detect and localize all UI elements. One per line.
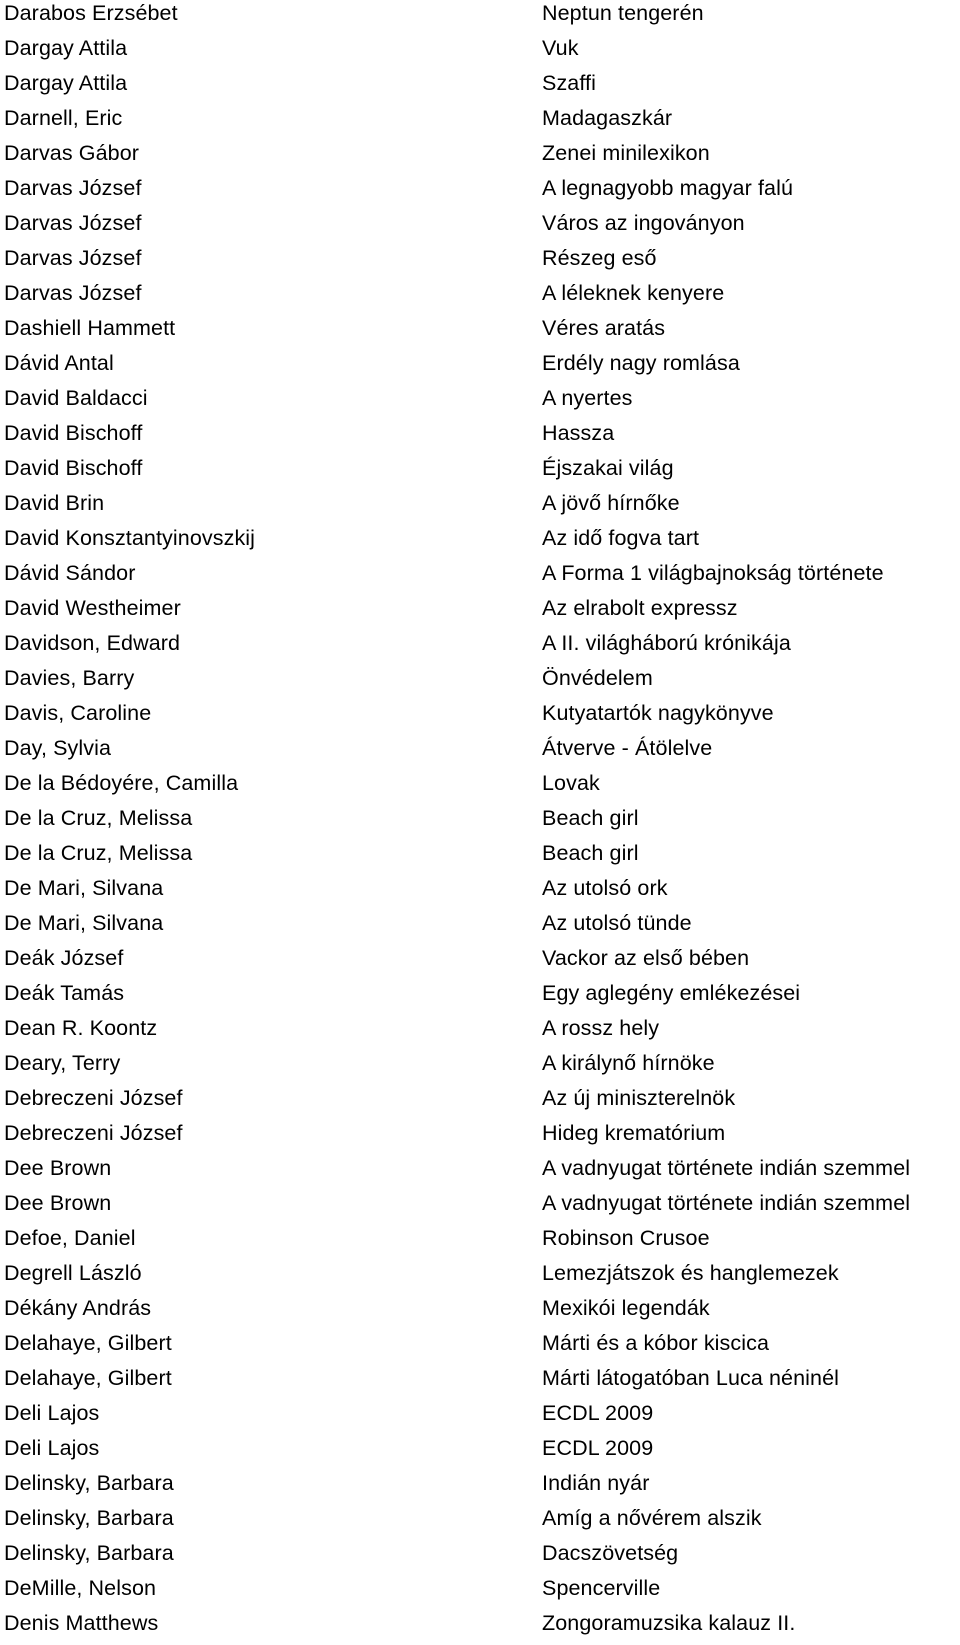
title-cell: A Forma 1 világbajnokság története <box>542 561 884 585</box>
author-cell: Debreczeni József <box>4 1086 183 1110</box>
title-cell: Zenei minilexikon <box>542 141 710 165</box>
list-row <box>0 210 960 245</box>
title-cell: A vadnyugat története indián szemmel <box>542 1191 911 1215</box>
list-row <box>0 245 960 280</box>
list-row <box>0 1435 960 1470</box>
list-row <box>0 70 960 105</box>
author-cell: Davidson, Edward <box>4 631 181 655</box>
title-cell: Város az ingoványon <box>542 211 745 235</box>
author-cell: Degrell László <box>4 1261 142 1285</box>
list-row <box>0 420 960 455</box>
author-cell: Darabos Erzsébet <box>4 1 178 25</box>
list-row <box>0 315 960 350</box>
list-row <box>0 1225 960 1260</box>
list-row <box>0 455 960 490</box>
author-cell: De la Cruz, Melissa <box>4 806 193 830</box>
list-row <box>0 840 960 875</box>
author-cell: Darvas József <box>4 211 142 235</box>
author-cell: David Westheimer <box>4 596 181 620</box>
list-row <box>0 1295 960 1330</box>
title-cell: Márti látogatóban Luca néninél <box>542 1366 840 1390</box>
title-cell: Indián nyár <box>542 1471 650 1495</box>
title-cell: Lovak <box>542 771 600 795</box>
author-cell: Debreczeni József <box>4 1121 183 1145</box>
author-cell: David Konsztantyinovszkij <box>4 526 256 550</box>
author-cell: Darnell, Eric <box>4 106 123 130</box>
author-cell: Dargay Attila <box>4 36 128 60</box>
title-cell: Beach girl <box>542 806 639 830</box>
title-cell: Szaffi <box>542 71 596 95</box>
author-cell: David Bischoff <box>4 421 143 445</box>
author-cell: Dávid Sándor <box>4 561 136 585</box>
list-row <box>0 490 960 525</box>
author-cell: Deli Lajos <box>4 1401 100 1425</box>
author-cell: Deli Lajos <box>4 1436 100 1460</box>
title-cell: ECDL 2009 <box>542 1401 654 1425</box>
author-cell: David Brin <box>4 491 105 515</box>
list-row <box>0 0 960 35</box>
title-cell: Az utolsó tünde <box>542 911 692 935</box>
author-cell: Darvas József <box>4 176 142 200</box>
author-cell: Delinsky, Barbara <box>4 1541 174 1565</box>
title-cell: Éjszakai világ <box>542 456 674 480</box>
list-row <box>0 1120 960 1155</box>
title-cell: A jövő hírnőke <box>542 491 680 515</box>
title-cell: A II. világháború krónikája <box>542 631 791 655</box>
list-row <box>0 1085 960 1120</box>
author-cell: Deary, Terry <box>4 1051 121 1075</box>
list-row <box>0 1470 960 1505</box>
author-cell: Darvas Gábor <box>4 141 140 165</box>
title-cell: Mexikói legendák <box>542 1296 710 1320</box>
author-cell: Deák József <box>4 946 124 970</box>
author-cell: De la Cruz, Melissa <box>4 841 193 865</box>
list-row <box>0 1365 960 1400</box>
author-cell: Davis, Caroline <box>4 701 152 725</box>
list-row <box>0 1400 960 1435</box>
author-cell: De Mari, Silvana <box>4 876 164 900</box>
list-row <box>0 630 960 665</box>
list-row <box>0 1155 960 1190</box>
list-row <box>0 875 960 910</box>
title-cell: Kutyatartók nagykönyve <box>542 701 774 725</box>
title-cell: Robinson Crusoe <box>542 1226 710 1250</box>
author-cell: Day, Sylvia <box>4 736 112 760</box>
title-cell: Részeg eső <box>542 246 657 270</box>
list-row <box>0 560 960 595</box>
list-row <box>0 385 960 420</box>
author-cell: De Mari, Silvana <box>4 911 164 935</box>
list-row <box>0 1505 960 1540</box>
title-cell: Dacszövetség <box>542 1541 679 1565</box>
title-cell: Véres aratás <box>542 316 666 340</box>
author-cell: Deák Tamás <box>4 981 125 1005</box>
title-cell: A rossz hely <box>542 1016 660 1040</box>
title-cell: Hassza <box>542 421 615 445</box>
list-row <box>0 665 960 700</box>
title-cell: Vuk <box>542 36 579 60</box>
author-cell: Delinsky, Barbara <box>4 1471 174 1495</box>
title-cell: Zongoramuzsika kalauz II. <box>542 1611 796 1635</box>
author-cell: Dashiell Hammett <box>4 316 176 340</box>
title-cell: Átverve - Átölelve <box>542 736 713 760</box>
author-cell: Delahaye, Gilbert <box>4 1366 172 1390</box>
title-cell: A léleknek kenyere <box>542 281 725 305</box>
title-cell: Önvédelem <box>542 666 653 690</box>
author-cell: David Bischoff <box>4 456 143 480</box>
title-cell: Az idő fogva tart <box>542 526 700 550</box>
author-cell: David Baldacci <box>4 386 148 410</box>
list-row <box>0 1330 960 1365</box>
list-row <box>0 175 960 210</box>
author-cell: Delahaye, Gilbert <box>4 1331 172 1355</box>
list-row <box>0 980 960 1015</box>
list-row <box>0 1610 960 1645</box>
list-row <box>0 280 960 315</box>
list-row <box>0 700 960 735</box>
title-cell: ECDL 2009 <box>542 1436 654 1460</box>
author-cell: Davies, Barry <box>4 666 135 690</box>
title-cell: Lemezjátszok és hanglemezek <box>542 1261 839 1285</box>
author-cell: Dean R. Koontz <box>4 1016 158 1040</box>
list-row <box>0 1260 960 1295</box>
author-cell: Darvas József <box>4 281 142 305</box>
list-row <box>0 1540 960 1575</box>
author-cell: Darvas József <box>4 246 142 270</box>
title-cell: Erdély nagy romlása <box>542 351 740 375</box>
list-row <box>0 350 960 385</box>
author-cell: Dee Brown <box>4 1156 112 1180</box>
title-cell: Neptun tengerén <box>542 1 704 25</box>
list-row <box>0 910 960 945</box>
title-cell: Az elrabolt expressz <box>542 596 738 620</box>
title-cell: Az új miniszterelnök <box>542 1086 736 1110</box>
title-cell: Beach girl <box>542 841 639 865</box>
list-row <box>0 595 960 630</box>
title-cell: A vadnyugat története indián szemmel <box>542 1156 911 1180</box>
author-cell: Dékány András <box>4 1296 152 1320</box>
list-row <box>0 805 960 840</box>
list-row <box>0 770 960 805</box>
author-cell: Dargay Attila <box>4 71 128 95</box>
title-cell: Amíg a nővérem alszik <box>542 1506 762 1530</box>
title-cell: Márti és a kóbor kiscica <box>542 1331 770 1355</box>
list-row <box>0 140 960 175</box>
author-cell: DeMille, Nelson <box>4 1576 157 1600</box>
author-cell: Denis Matthews <box>4 1611 159 1635</box>
author-cell: Delinsky, Barbara <box>4 1506 174 1530</box>
title-cell: A nyertes <box>542 386 633 410</box>
title-cell: Spencerville <box>542 1576 661 1600</box>
list-row <box>0 35 960 70</box>
title-cell: Vackor az első bében <box>542 946 750 970</box>
list-row <box>0 525 960 560</box>
list-row <box>0 1050 960 1085</box>
list-row <box>0 1015 960 1050</box>
list-row <box>0 1190 960 1225</box>
title-cell: Hideg krematórium <box>542 1121 726 1145</box>
title-cell: Egy aglegény emlékezései <box>542 981 801 1005</box>
title-cell: Az utolsó ork <box>542 876 668 900</box>
title-cell: A királynő hírnöke <box>542 1051 715 1075</box>
list-row <box>0 1575 960 1610</box>
author-cell: Dee Brown <box>4 1191 112 1215</box>
title-cell: A legnagyobb magyar falú <box>542 176 794 200</box>
list-row <box>0 945 960 980</box>
author-cell: Dávid Antal <box>4 351 114 375</box>
author-cell: Defoe, Daniel <box>4 1226 136 1250</box>
author-cell: De la Bédoyére, Camilla <box>4 771 239 795</box>
list-row <box>0 735 960 770</box>
list-row <box>0 105 960 140</box>
title-cell: Madagaszkár <box>542 106 673 130</box>
